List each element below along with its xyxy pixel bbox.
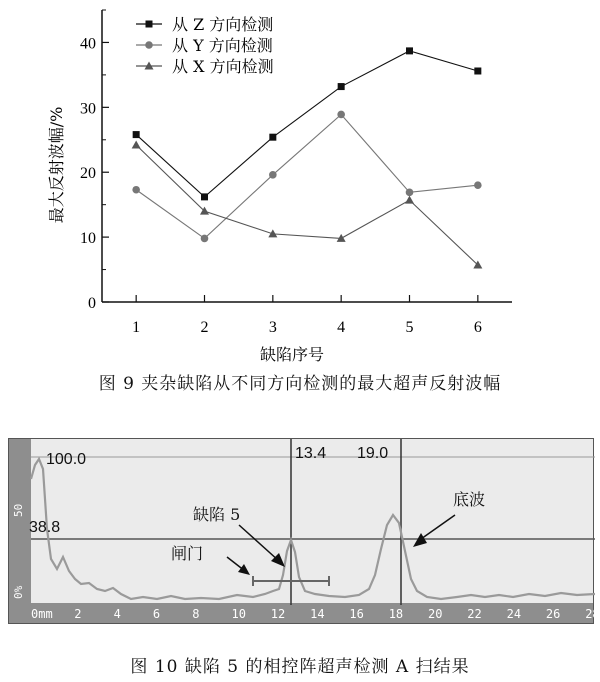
defect-arrow — [239, 525, 279, 561]
chart-legend — [136, 15, 274, 76]
x-axis-unit: 0mm — [31, 607, 53, 621]
cursor1-label: 13.4 — [295, 445, 327, 462]
x-tick-20: 20 — [428, 607, 443, 621]
x-tick-4: 4 — [113, 607, 121, 621]
data-point-square — [146, 21, 153, 28]
x-tick-22: 22 — [467, 607, 482, 621]
defect-label: 缺陷 5 — [193, 505, 241, 524]
x-tick-26: 26 — [545, 607, 561, 621]
x-tick-6: 6 — [152, 607, 161, 621]
x-tick-label: 6 — [473, 319, 482, 336]
data-point-circle — [269, 171, 277, 179]
y-tick-label: 10 — [80, 230, 96, 248]
bottom-echo-arrow — [421, 515, 455, 539]
y-tick-label: 40 — [80, 35, 96, 53]
y-tick-label: 20 — [80, 165, 96, 183]
data-point-circle — [474, 181, 482, 189]
legend-label: 从 X 方向检测 — [172, 57, 274, 76]
cursor2-label: 19.0 — [357, 445, 389, 462]
y-tick-0: 0% — [12, 585, 25, 599]
x-tick-18: 18 — [388, 607, 404, 621]
data-point-square — [133, 131, 140, 138]
data-point-circle — [132, 186, 140, 194]
bottom-echo-arrowhead — [413, 533, 427, 547]
level-value-label: 38.8 — [29, 519, 61, 536]
figure9-caption: 图 9 夹杂缺陷从不同方向检测的最大超声反射波幅 — [98, 374, 502, 394]
figure10-caption: 图 10 缺陷 5 的相控阵超声检测 A 扫结果 — [130, 657, 470, 677]
x-tick-12: 12 — [270, 607, 286, 621]
data-point-square — [269, 134, 276, 141]
x-tick-label: 4 — [337, 319, 346, 336]
gate-label: 闸门 — [171, 544, 204, 563]
data-point-square — [201, 193, 208, 200]
data-point-square — [338, 83, 345, 90]
y-tick-label: 30 — [80, 100, 96, 118]
series-3 — [132, 140, 483, 268]
x-tick-label: 2 — [200, 319, 209, 336]
series-line — [136, 114, 478, 238]
series-line — [136, 145, 478, 265]
data-point-circle — [406, 189, 414, 197]
x-tick-2: 2 — [74, 607, 82, 621]
data-point-circle — [337, 111, 345, 119]
y-axis-label: 最大反射波幅/% — [47, 106, 66, 224]
data-point-triangle — [132, 140, 141, 148]
x-axis-label: 缺陷序号 — [259, 345, 325, 364]
legend-label: 从 Y 方向检测 — [172, 36, 273, 55]
chart-axes — [80, 10, 512, 336]
y-tick-label: 0 — [88, 295, 96, 312]
x-tick-14: 14 — [310, 607, 325, 621]
data-point-circle — [201, 235, 209, 243]
x-tick-label: 1 — [132, 319, 141, 336]
peak-value-label: 100.0 — [46, 451, 87, 468]
ascan-display — [8, 438, 600, 624]
chart-series — [132, 47, 483, 268]
x-tick-10: 10 — [231, 607, 246, 621]
x-tick-24: 24 — [506, 607, 522, 621]
y-tick-50: 50 — [12, 503, 25, 517]
data-point-circle — [145, 41, 153, 49]
legend-label: 从 Z 方向检测 — [172, 15, 274, 34]
ascan-plot — [9, 439, 595, 625]
x-tick-8: 8 — [192, 607, 200, 621]
x-tick-label: 5 — [405, 319, 414, 336]
data-point-triangle — [405, 196, 414, 204]
gate-arrowhead — [238, 564, 250, 575]
x-tick-28: 28 — [585, 607, 600, 621]
data-point-square — [474, 67, 481, 74]
bottom-echo-label: 底波 — [453, 490, 486, 509]
x-tick-16: 16 — [349, 607, 364, 621]
ascan-waveform — [31, 459, 595, 599]
x-tick-label: 3 — [268, 319, 277, 336]
series-2 — [132, 111, 481, 243]
data-point-square — [406, 47, 413, 54]
